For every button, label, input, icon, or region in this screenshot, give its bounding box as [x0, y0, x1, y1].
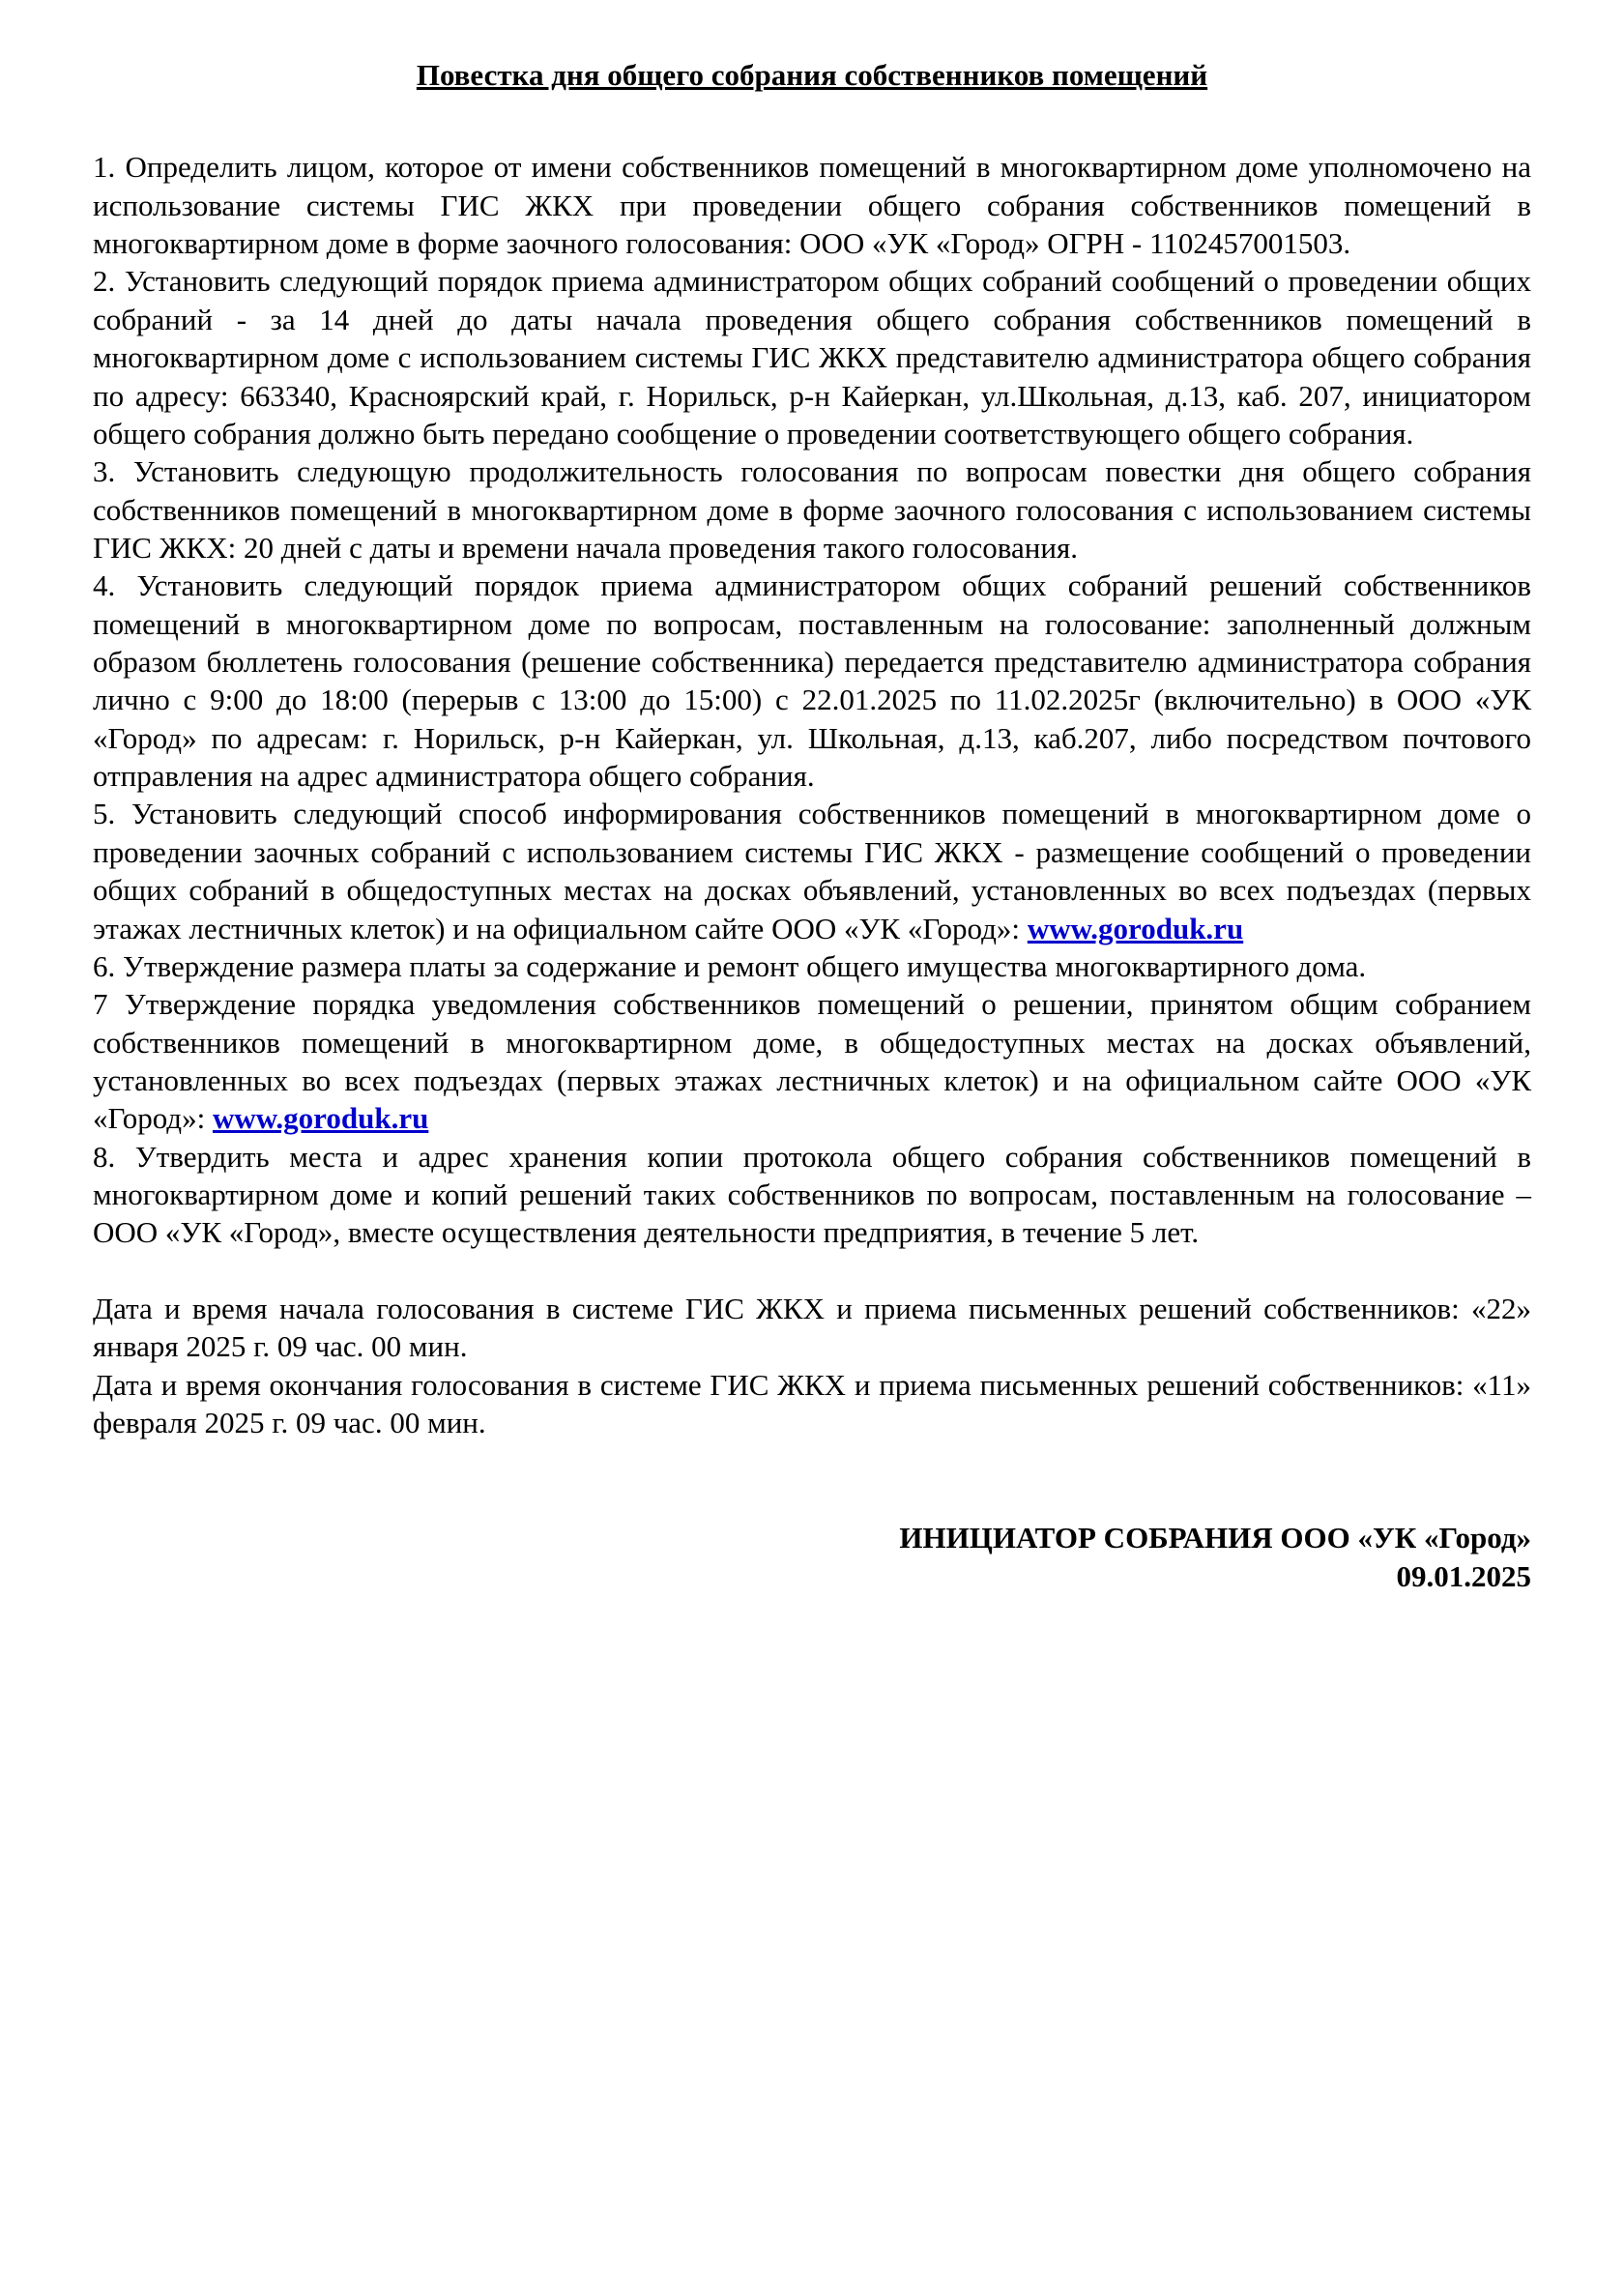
- agenda-item-3: 3. Установить следующую продолжительность голосования по вопросам повестки дня общего собрания собственников помещений в многоквартирном доме в форме заочного голосования с использованием системы ГИС ЖКХ: 20 дней с даты и времени начала проведения такого голосования.: [93, 454, 1531, 565]
- agenda-item-5-text: 5. Установить следующий способ информирования собственников помещений в многоквартирном доме о проведении заочных собраний с использованием системы ГИС ЖКХ - размещение сообщений о проведении общих собраний в общедоступных местах на досках объявлений, установленных во всех подъездах (первых этажах лестничных клеток) и на официальном сайте ООО «УК «Город»:: [93, 797, 1531, 945]
- initiator-line: ИНИЦИАТОР СОБРАНИЯ ООО «УК «Город»: [899, 1521, 1531, 1555]
- agenda-item-7-text: 7 Утверждение порядка уведомления собственников помещений о решении, принятом общим собранием собственников помещений в многоквартирном доме, в общедоступных местах на досках объявлений, установленных во всех подъездах (первых этажах лестничных клеток) и на официальном сайте ООО «УК «Город»:: [93, 987, 1531, 1136]
- voting-start-line: Дата и время начала голосования в системе ГИС ЖКХ и приема письменных решений собственников: «22» января 2025 г. 09 час. 00 мин.: [93, 1291, 1531, 1364]
- agenda-item-2: 2. Установить следующий порядок приема администратором общих собраний сообщений о проведении общих собраний - за 14 дней до даты начала проведения общего собрания собственников помещений в многоквартирном доме с использованием системы ГИС ЖКХ представителю администратора общего собрания по адресу: 663340, Красноярский край, г. Норильск, р-н Кайеркан, ул.Школьная, д.13, каб. 207, инициатором общего собрания должно быть передано сообщение о проведении соответствующего общего собрания.: [93, 264, 1531, 450]
- document-title: Повестка дня общего собрания собственников помещений: [416, 58, 1208, 92]
- goroduk-link-item-5[interactable]: www.goroduk.ru: [1027, 911, 1244, 945]
- agenda-item-4: 4. Установить следующий порядок приема администратором общих собраний решений собственников помещений в многоквартирном доме по вопросам, поставленным на голосование: заполненный должным образом бюллетень голосования (решение собственника) передается представителю администратора собрания лично с 9:00 до 18:00 (перерыв с 13:00 до 15:00) с 22.01.2025 по 11.02.2025г (включительно) в ООО «УК «Город» по адресам: г. Норильск, р-н Кайеркан, ул. Школьная, д.13, каб.207, либо посредством почтового отправления на адрес администратора общего собрания.: [93, 568, 1531, 794]
- agenda-item-1: 1. Определить лицом, которое от имени собственников помещений в многоквартирном доме уполномочено на использование системы ГИС ЖКХ при проведении общего собрания собственников помещений в многоквартирном доме в форме заочного голосования: ООО «УК «Город» ОГРН - 1102457001503.: [93, 150, 1531, 261]
- goroduk-link-item-7[interactable]: www.goroduk.ru: [212, 1101, 429, 1136]
- agenda-item-7: [93, 985, 1531, 1137]
- agenda-item-8: 8. Утвердить места и адрес хранения копии протокола общего собрания собственников помещений в многоквартирном доме и копий решений таких собственников по вопросам, поставленным на голосование – ООО «УК «Город», вместе осуществления деятельности предприятия, в течение 5 лет.: [93, 1139, 1531, 1250]
- voting-end-line: Дата и время окончания голосования в системе ГИС ЖКХ и приема письменных решений собственников: «11» февраля 2025 г. 09 час. 00 мин.: [93, 1367, 1531, 1439]
- agenda-item-5: [93, 795, 1531, 946]
- agenda-item-6: 6. Утверждение размера платы за содержание и ремонт общего имущества многоквартирного дома.: [93, 948, 1367, 983]
- signature-date: 09.01.2025: [1396, 1558, 1531, 1593]
- signature-block: [93, 1519, 1531, 1595]
- voting-dates-block: [93, 1290, 1531, 1441]
